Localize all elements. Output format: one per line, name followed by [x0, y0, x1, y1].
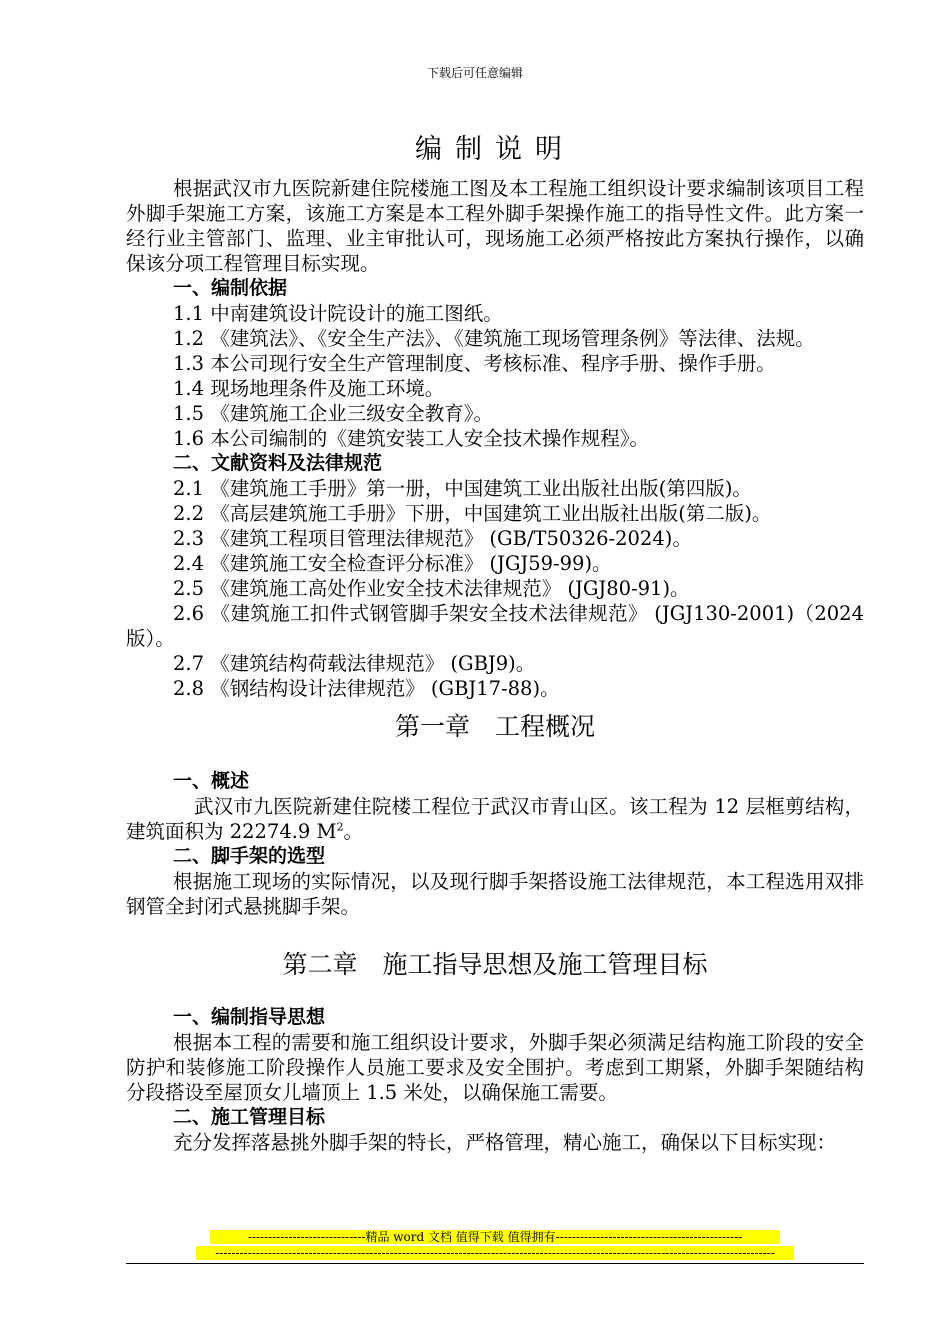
- section1-item: 1.6 本公司编制的《建筑安装工人安全技术操作规程》。: [173, 427, 649, 450]
- section2-item: 2.6 《建筑施工扣件式钢管脚手架安全技术法律规范》 (JGJ130-2001)（2024 版）。: [126, 602, 864, 650]
- section2-item: 2.2 《高层建筑施工手册》下册，中国建筑工业出版社出版(第二版)。: [173, 502, 772, 525]
- chapter2-title: 第二章 施工指导思想及施工管理目标: [282, 950, 708, 979]
- footer-ad-dash-line: ------------------------------------------------------------------------------------------------------------------------------------------: [196, 1246, 794, 1260]
- overview-paragraph: [126, 794, 864, 844]
- section2-item: 2.7 《建筑结构荷载法律规范》 (GBJ9)。: [173, 652, 536, 675]
- overview-end: 。: [343, 820, 364, 843]
- page-title: 编制说明: [415, 134, 575, 165]
- section1-item: 1.5 《建筑施工企业三级安全教育》。: [173, 402, 493, 425]
- overview-heading: 一、概述: [173, 770, 250, 792]
- guide-heading: 一、编制指导思想: [173, 1006, 326, 1028]
- section2-heading: 二、文献资料及法律规范: [173, 452, 383, 474]
- section1-item: 1.4 现场地理条件及施工环境。: [173, 377, 445, 400]
- footer-divider: [126, 1263, 864, 1264]
- section2-item: 2.4 《建筑施工安全检查评分标准》 (JGJ59-99)。: [173, 552, 612, 575]
- goal-heading: 二、施工管理目标: [173, 1106, 326, 1128]
- section1-item: 1.2 《建筑法》、《安全生产法》、《建筑施工现场管理条例》等法律、法规。: [173, 327, 815, 350]
- section1-item: 1.1 中南建筑设计院设计的施工图纸。: [173, 302, 503, 325]
- section2-item: 2.3 《建筑工程项目管理法律规范》 (GB/T50326-2024)。: [173, 527, 692, 550]
- goal-paragraph: 充分发挥落悬挑外脚手架的特长，严格管理，精心施工，确保以下目标实现：: [173, 1131, 837, 1154]
- area-unit-superscript: 2: [336, 820, 344, 834]
- chapter1-title: 第一章 工程概况: [394, 712, 595, 741]
- guide-paragraph: 根据本工程的需要和施工组织设计要求，外脚手架必须满足结构施工阶段的安全防护和装修施工阶段操作人员施工要求及安全围护。考虑到工期紧，外脚手架随结构分段搭设至屋顶女儿墙顶上 1.5 米处，以确保施工需要。: [126, 1031, 864, 1104]
- scaffold-heading: 二、脚手架的选型: [173, 845, 326, 867]
- section2-item: 2.8 《钢结构设计法律规范》 (GBJ17-88)。: [173, 677, 560, 700]
- scaffold-paragraph: 根据施工现场的实际情况，以及现行脚手架搭设施工法律规范，本工程选用双排钢管全封闭式悬挑脚手架。: [126, 870, 864, 918]
- header-note: 下载后可任意编辑: [426, 66, 523, 80]
- section2-item: 2.1 《建筑施工手册》第一册，中国建筑工业出版社出版(第四版)。: [173, 477, 752, 500]
- footer-ad-line: -----------------------------精品 word 文档 值得下载 值得拥有----------------------------------------------: [210, 1230, 780, 1244]
- section1-item: 1.3 本公司现行安全生产管理制度、考核标准、程序手册、操作手册。: [173, 352, 776, 375]
- intro-paragraph: 根据武汉市九医院新建住院楼施工图及本工程施工组织设计要求编制该项目工程外脚手架施工方案，该施工方案是本工程外脚手架操作施工的指导性文件。此方案一经行业主管部门、监理、业主审批认可，现场施工必须严格按此方案执行操作，以确保该分项工程管理目标实现。: [126, 177, 864, 275]
- overview-text: 武汉市九医院新建住院楼工程位于武汉市青山区。该工程为 12 层框剪结构，建筑面积为 22274.9 M: [126, 795, 864, 843]
- document-body: [126, 126, 864, 1155]
- section1-heading: 一、编制依据: [173, 277, 288, 299]
- section2-item: 2.5 《建筑施工高处作业安全技术法律规范》 (JGJ80-91)。: [173, 577, 690, 600]
